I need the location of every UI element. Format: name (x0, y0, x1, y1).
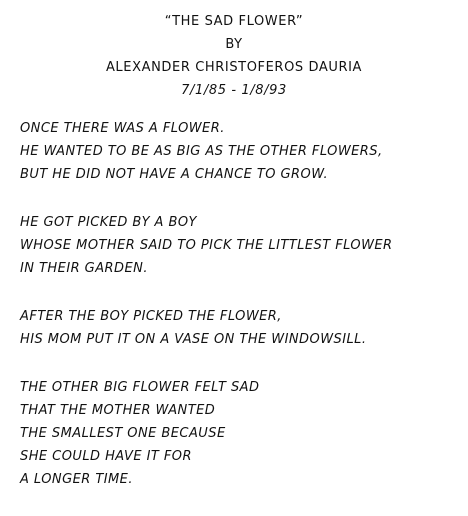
stanza-2 (20, 211, 460, 280)
poem-line: THAT THE MOTHER WANTED (20, 403, 216, 418)
poem-line: IN THEIR GARDEN. (20, 261, 148, 276)
author-name: ALEXANDER CHRISTOFEROS DAURIA (105, 60, 363, 75)
author-dates: 7/1/85 - 1/8/93 (181, 83, 287, 98)
poem-title: “THE SAD FLOWER” (164, 14, 304, 29)
poem-line: HIS MOM PUT IT ON A VASE ON THE WINDOWSILL. (20, 332, 367, 347)
poem-header (0, 10, 468, 102)
poem-line: AFTER THE BOY PICKED THE FLOWER, (20, 309, 282, 324)
poem-line: SHE COULD HAVE IT FOR (20, 449, 192, 464)
poem-line: ONCE THERE WAS A FLOWER. (20, 121, 225, 136)
poem-line: HE GOT PICKED BY A BOY (20, 215, 197, 230)
poem-body (20, 117, 460, 516)
stanza-4 (20, 376, 460, 491)
byline-by: BY (225, 37, 243, 52)
poem-line: WHOSE MOTHER SAID TO PICK THE LITTLEST FLOWER (20, 238, 393, 253)
stanza-3 (20, 305, 460, 351)
poem-line: A LONGER TIME. (20, 472, 133, 487)
stanza-1 (20, 117, 460, 186)
poem-line: BUT HE DID NOT HAVE A CHANCE TO GROW. (20, 167, 329, 182)
poem-line: THE SMALLEST ONE BECAUSE (20, 426, 226, 441)
poem-line: THE OTHER BIG FLOWER FELT SAD (20, 380, 260, 395)
poem-line: HE WANTED TO BE AS BIG AS THE OTHER FLOWERS, (20, 144, 383, 159)
